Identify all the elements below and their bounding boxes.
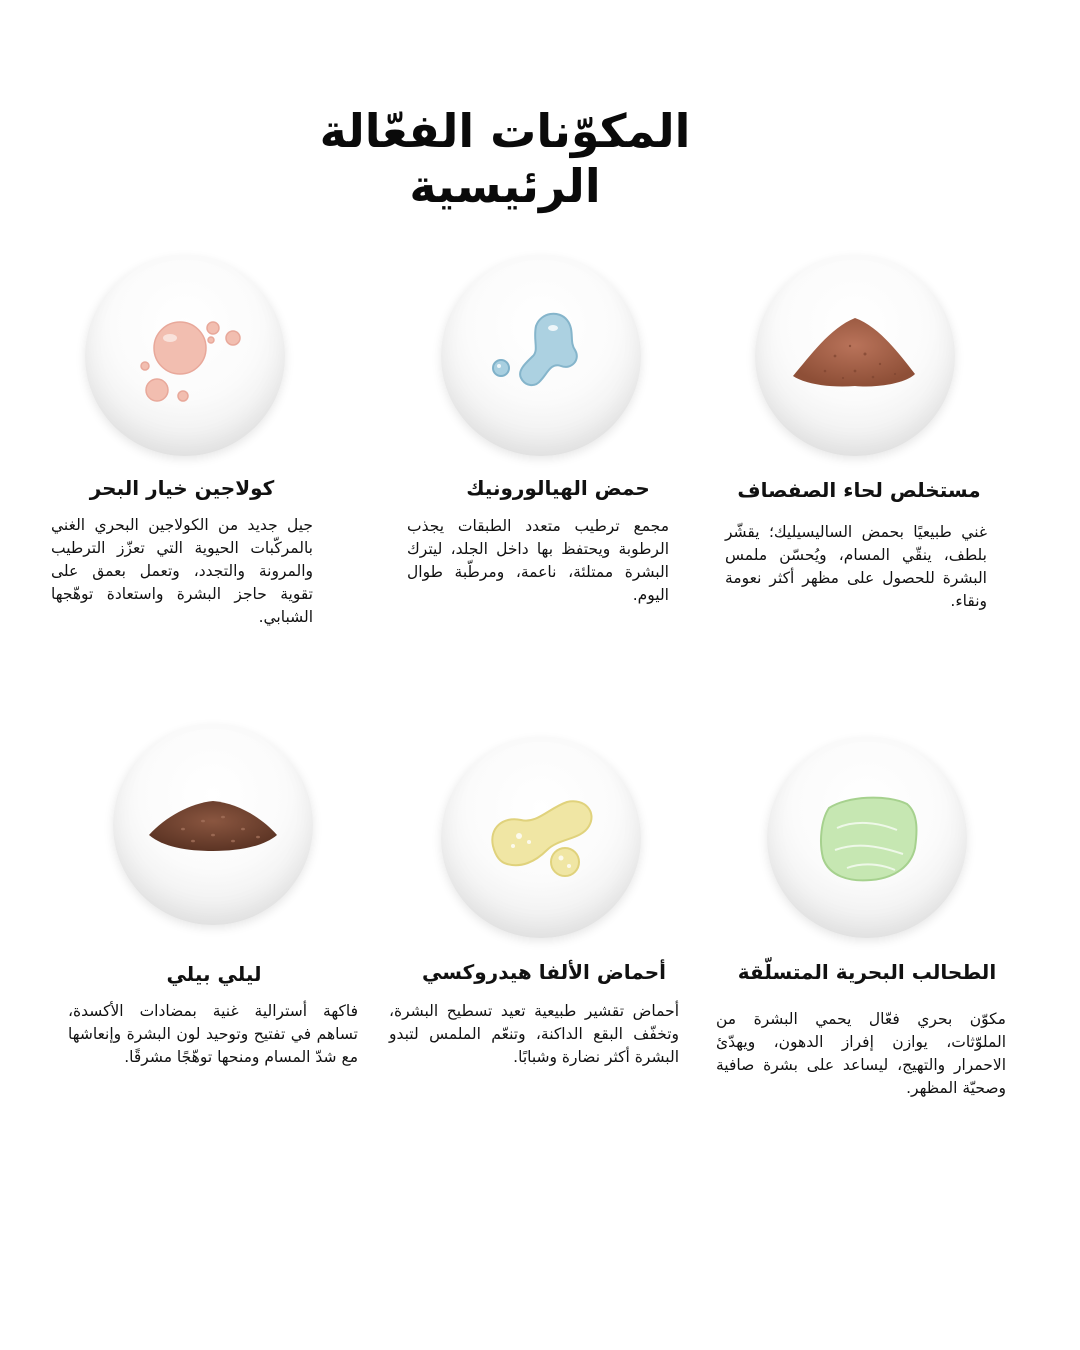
- willow-bark-image: [755, 256, 955, 456]
- brown-seeds-icon: [113, 725, 313, 925]
- page-title: المكوّنات الفعّالة الرئيسية: [319, 104, 691, 214]
- ingredient-description-climbing-seaweed: مكوّن بحري فعّال يحمي البشرة من الملوّثات، يوازن إفراز الدهون، ويهدّئ الاحمرار والتهيج، ليساعد على بشرة صافية وصحيّة المظهر.: [716, 1010, 1006, 1097]
- green-gel-icon: [767, 738, 967, 938]
- ingredient-title-alpha-hydroxy-acids: أحماض الألفا هيدروكسي: [422, 960, 666, 984]
- ingredient-title-climbing-seaweed: الطحالب البحرية المتسلّقة: [737, 960, 997, 984]
- lilly-pilly-image: [113, 725, 313, 925]
- brown-powder-icon: [755, 256, 955, 456]
- yellow-oil-droplet-icon: [441, 738, 641, 938]
- climbing-seaweed-image: [767, 738, 967, 938]
- ingredient-description-alpha-hydroxy-acids: أحماض تقشير طبيعية تعيد تسطيح البشرة، وتخفّف البقع الداكنة، وتنعّم الملمس لتبدو البشرة أكثر نضارة وشبابًا.: [389, 1002, 679, 1066]
- ingredient-description-willow-bark: غني طبيعيًا بحمض الساليسيليك؛ يقشّر بلطف، ينقّي المسام، ويُحسّن ملمس البشرة للحصول على مظهر أكثر نعومة ونقاء.: [725, 523, 987, 610]
- ingredient-title-lilly-pilly: ليلي بيلي: [166, 962, 262, 986]
- ingredient-title-willow-bark: مستخلص لحاء الصفصاف: [737, 478, 981, 502]
- ingredient-description-sea-cucumber-collagen: جيل جديد من الكولاجين البحري الغني بالمركّبات الحيوية التي تعزّز الترطيب والمرونة والتجدد، وتعمل بعمق على تقوية حاجز البشرة واستعادة توهّجها الشبابي.: [51, 516, 313, 626]
- ingredient-description-lilly-pilly: فاكهة أسترالية غنية بمضادات الأكسدة، تساهم في تفتيح وتوحيد لون البشرة وإنعاشها مع شدّ المسام ومنحها توهّجًا مشرقًا.: [68, 1002, 358, 1066]
- blue-gel-droplet-icon: [441, 256, 641, 456]
- pink-bubbles-icon: [85, 256, 285, 456]
- hyaluronic-acid-image: [441, 256, 641, 456]
- ingredient-title-sea-cucumber-collagen: كولاجين خيار البحر: [89, 476, 275, 500]
- alpha-hydroxy-acids-image: [441, 738, 641, 938]
- ingredient-description-hyaluronic-acid: مجمع ترطيب متعدد الطبقات يجذب الرطوبة ويحتفظ بها داخل الجلد، ليترك البشرة ممتلئة، ناعمة، ومرطّبة طوال اليوم.: [407, 517, 669, 604]
- ingredient-title-hyaluronic-acid: حمض الهيالورونيك: [466, 476, 650, 500]
- sea-cucumber-collagen-image: [85, 256, 285, 456]
